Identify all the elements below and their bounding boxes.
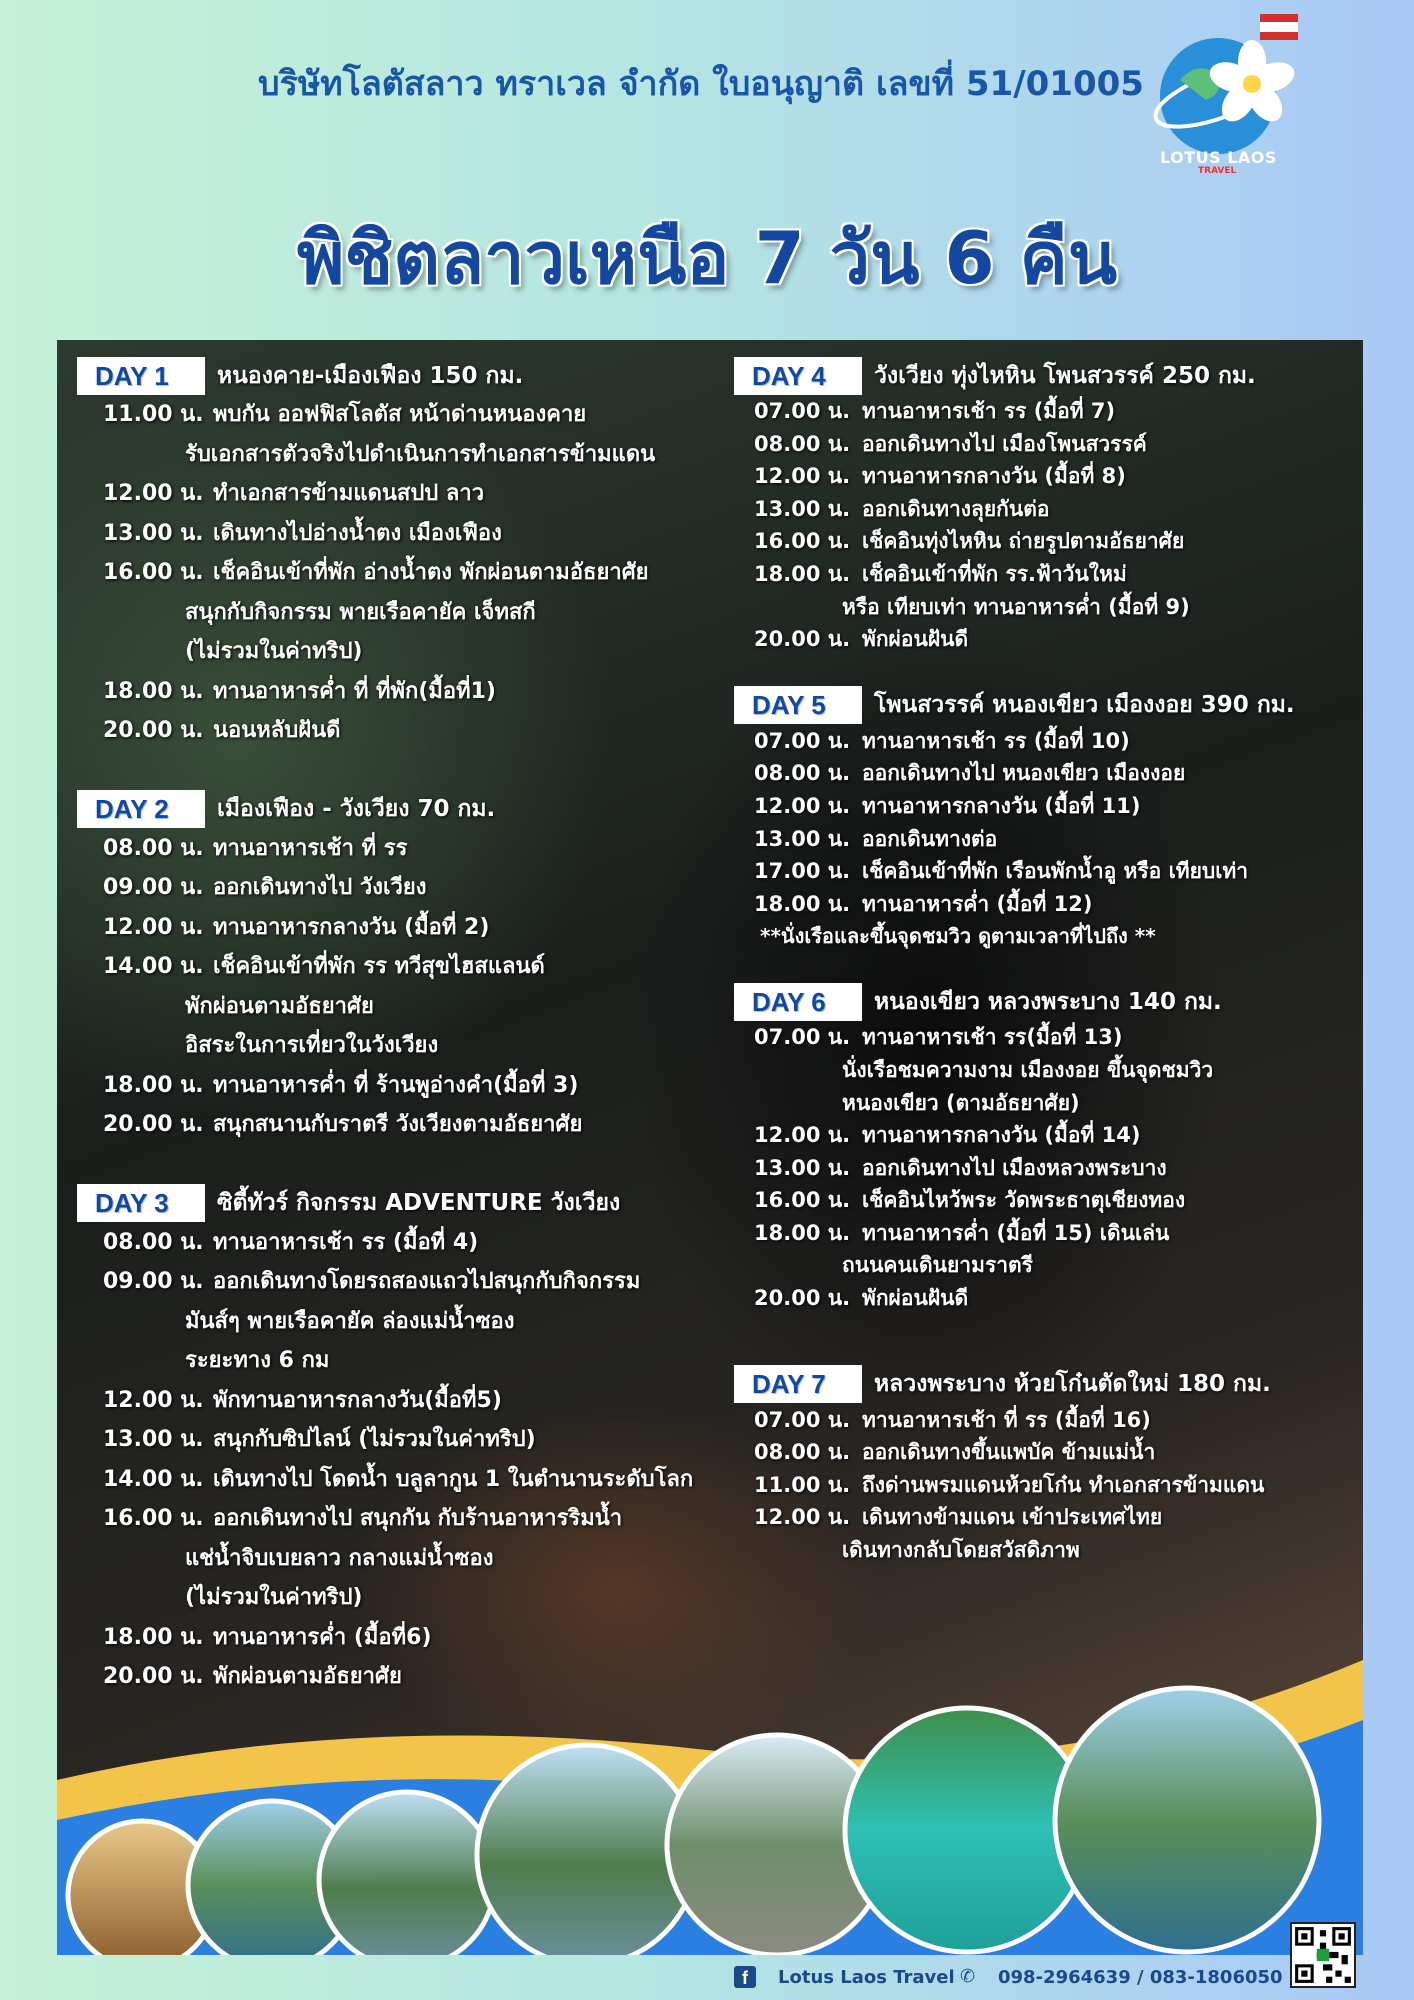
schedule-activity-continued: (ไม่รวมในค่าทริป) [185,1585,363,1610]
schedule-row [77,829,717,869]
schedule-row [734,1119,1354,1152]
schedule-row [734,1184,1354,1217]
photo-riverside-village [1055,1688,1319,1952]
photo-strip [57,1640,1363,1955]
day-route: หนองคาย-เมืองเฟือง 150 กม. [217,362,524,389]
company-header: บริษัทโลตัสลาว ทราเวล จำกัด ใบอนุญาติ เลขที่ 51/01005 [258,64,1144,104]
schedule-activity: ทานอาหารค่ำ (มื้อที่ 12) [862,891,1093,916]
schedule-activity: ออกเดินทางไป วังเวียง [213,875,427,900]
day-section [734,1365,1354,1567]
page-title: พิชิตลาวเหนือ 7 วัน 6 คืน [296,216,1118,300]
day-header [77,1184,717,1223]
schedule-time: 07.00 น. [754,728,851,753]
schedule-row [77,908,717,948]
day-route: วังเวียง ทุ่งไหหิน โพนสวรรค์ 250 กม. [874,362,1256,389]
schedule-row [77,672,717,712]
schedule-time: 08.00 น. [754,1440,851,1465]
schedule-activity: เช็คอินเข้าที่พัก รร ทวีสุขไฮสแลนด์ [213,954,545,979]
schedule-activity: พักทานอาหารกลางวัน(มื้อที่5) [213,1387,502,1413]
schedule-row [734,1021,1354,1054]
schedule-row [77,711,717,751]
schedule-row [734,1282,1354,1315]
day-header [734,982,1354,1021]
qr-code-icon[interactable] [1290,1922,1356,1988]
day-badge: DAY 6 [734,983,862,1021]
day-route: หนองเขียว หลวงพระบาง 140 กม. [874,988,1222,1015]
schedule-row [734,790,1354,823]
schedule-continuation [734,1534,1354,1567]
schedule-activity: ออกเดินทางโดยรถสองแถวไปสนุกกับกิจกรรม [213,1269,641,1294]
schedule-time: 16.00 น. [103,1506,204,1531]
schedule-time: 14.00 น. [103,1466,204,1492]
schedule-activity: ทานอาหารกลางวัน (มื้อที่ 8) [862,464,1126,489]
schedule-continuation [77,1026,717,1066]
schedule-continuation [77,1578,717,1618]
day-section [77,790,717,1145]
schedule-continuation [734,1054,1354,1087]
schedule-activity-continued: ถนนคนเดินยามราตรี [842,1253,1033,1278]
schedule-time: 12.00 น. [103,914,204,940]
schedule-time: 11.00 น. [754,1472,851,1497]
schedule-activity: เดินทางไปอ่างน้ำตง เมืองเฟือง [213,520,502,546]
day-route: หลวงพระบาง ห้วยโก๋นตัดใหม่ 180 กม. [874,1371,1271,1398]
day-header [734,1365,1354,1404]
schedule-activity: พักผ่อนตามอัธยาศัย [213,1664,402,1689]
day-note: **นั่งเรือและขึ้นจุดชมวิว ดูตามเวลาที่ไปถึง ** [760,924,1156,949]
schedule-activity: ออกเดินทางไป เมืองหลวงพระบาง [862,1155,1167,1180]
schedule-row [734,855,1354,888]
schedule-activity-continued: แช่น้ำจิบเบยลาว กลางแม่น้ำซอง [185,1545,494,1571]
schedule-time: 07.00 น. [754,1025,851,1050]
schedule-row [77,1381,717,1421]
schedule-activity: ทานอาหารเช้า รร (มื้อที่ 7) [862,399,1116,423]
schedule-row [734,428,1354,461]
schedule-activity-continued: (ไม่รวมในค่าทริป) [185,639,363,664]
schedule-continuation [77,435,717,475]
schedule-activity-continued: อิสระในการเที่ยวในวังเวียง [185,1033,439,1058]
photo-river-boats [319,1792,495,1955]
day-section [734,686,1354,953]
schedule-row [734,757,1354,790]
schedule-row [734,493,1354,526]
schedule-time: 20.00 น. [103,1664,204,1689]
schedule-row [734,395,1354,428]
schedule-activity: ทำเอกสารข้ามแดนสปป ลาว [213,481,485,506]
photo-blue-lagoon [845,1708,1089,1952]
schedule-time: 18.00 น. [754,561,851,586]
schedule-time: 13.00 น. [754,1155,851,1180]
schedule-time: 18.00 น. [103,1072,204,1098]
logo-text: LOTUS LAOS [1160,148,1277,167]
itinerary-panel [57,340,1363,1955]
day-badge: DAY 5 [734,686,862,724]
schedule-time: 09.00 น. [103,875,204,900]
schedule-activity-continued: นั่งเรือชมความงาม เมืองงอย ขึ้นจุดชมวิว [842,1057,1214,1082]
schedule-time: 07.00 น. [754,399,851,423]
schedule-time: 20.00 น. [103,718,204,743]
schedule-activity-continued: ระยะทาง 6 กม [185,1348,330,1373]
phone-icon: ✆ [960,1966,976,1987]
day-section [734,982,1354,1314]
day-route: เมืองเฟือง - วังเวียง 70 กม. [217,796,496,822]
schedule-activity-continued: สนุกกับกิจกรรม พายเรือคายัค เจ็ทสกี [185,599,536,625]
schedule-activity: พบกัน ออฟฟิสโลตัส หน้าด่านหนองคาย [213,402,587,427]
schedule-time: 14.00 น. [103,954,204,979]
schedule-activity: ออกเดินทางขึ้นแพบัค ข้ามแม่น้ำ [862,1440,1156,1465]
schedule-time: 08.00 น. [103,1229,204,1255]
day-header [734,356,1354,395]
day-section [77,1184,717,1697]
schedule-activity: นอนหลับฝันดี [213,718,341,743]
schedule-row [77,1420,717,1460]
schedule-activity: ออกเดินทางไป สนุกกัน กับร้านอาหารริมน้ำ [213,1506,623,1531]
schedule-time: 18.00 น. [754,1220,851,1245]
schedule-activity: ทานอาหารเช้า ที่ รร [213,835,408,861]
schedule-time: 12.00 น. [754,1123,851,1148]
schedule-time: 13.00 น. [754,826,851,851]
day-section [734,356,1354,656]
day-section [77,356,717,751]
schedule-time: 08.00 น. [754,761,851,786]
schedule-continuation [734,1087,1354,1120]
schedule-continuation [734,1249,1354,1282]
schedule-activity: ถึงด่านพรมแดนห้วยโก๋น ทำเอกสารข้ามแดน [862,1472,1265,1497]
schedule-row [734,1404,1354,1437]
schedule-row [77,474,717,514]
day-badge: DAY 7 [734,1365,862,1403]
schedule-time: 16.00 น. [103,560,204,585]
facebook-icon: f [734,1966,756,1988]
phone-numbers[interactable]: 098-2964639 / 083-1806050 [998,1966,1283,1988]
schedule-activity: เช็คอินเข้าที่พัก อ่างน้ำตง พักผ่อนตามอัธยาศัย [213,560,649,585]
schedule-time: 13.00 น. [754,496,851,521]
day-route: โพนสวรรค์ หนองเขียว เมืองงอย 390 กม. [874,692,1295,719]
schedule-time: 16.00 น. [754,1188,851,1213]
schedule-activity: พักผ่อนฝันดี [862,1286,969,1311]
schedule-row [734,558,1354,591]
schedule-continuation [734,591,1354,624]
schedule-activity: ออกเดินทางไป หนองเขียว เมืองงอย [862,761,1186,786]
schedule-continuation [77,1302,717,1342]
schedule-activity: ทานอาหารค่ำ (มื้อที่ 15) เดินเล่น [862,1220,1170,1245]
schedule-time: 17.00 น. [754,859,851,884]
schedule-row [734,1217,1354,1250]
schedule-activity: เดินทางข้ามแดน เข้าประเทศไทย [862,1505,1163,1530]
schedule-time: 08.00 น. [103,835,204,861]
schedule-activity-continued: เดินทางกลับโดยสวัสดิภาพ [842,1538,1080,1563]
schedule-time: 20.00 น. [754,627,851,652]
schedule-time: 12.00 น. [754,464,851,489]
itinerary-right-column [734,356,1354,1567]
schedule-continuation [77,632,717,672]
schedule-time: 12.00 น. [754,793,851,818]
schedule-time: 18.00 น. [103,1624,204,1650]
schedule-row [734,1152,1354,1185]
facebook-page-name[interactable]: Lotus Laos Travel [778,1966,955,1988]
day-badge: DAY 2 [77,790,205,828]
schedule-activity: ทานอาหารเช้า ที่ รร (มื้อที่ 16) [862,1407,1151,1432]
schedule-activity: ทานอาหารเช้า รร(มื้อที่ 13) [862,1025,1123,1050]
schedule-time: 12.00 น. [754,1505,851,1530]
schedule-row [77,868,717,908]
schedule-row [734,623,1354,656]
schedule-activity-continued: พักผ่อนตามอัธยาศัย [185,993,374,1019]
schedule-continuation [77,1539,717,1579]
schedule-row [77,1460,717,1500]
schedule-row [77,1262,717,1302]
lao-flag-icon [1260,14,1298,40]
schedule-activity: ออกเดินทางลุยกันต่อ [862,496,1050,521]
schedule-activity: ทานอาหารกลางวัน (มื้อที่ 11) [862,793,1141,818]
schedule-row [734,460,1354,493]
schedule-row [77,1499,717,1539]
schedule-time: 12.00 น. [103,481,204,506]
schedule-activity: เช็คอินเข้าที่พัก เรือนพักน้ำอู หรือ เทียบเท่า [862,859,1249,884]
schedule-row [734,725,1354,758]
schedule-activity: ทานอาหารค่ำ (มื้อที่6) [213,1624,432,1650]
day-badge: DAY 4 [734,357,862,395]
schedule-row [77,553,717,593]
day-header [734,686,1354,725]
schedule-activity: ทานอาหารค่ำ ที่ ที่พัก(มื้อที่1) [213,678,496,704]
schedule-row [734,888,1354,921]
schedule-row [77,395,717,435]
schedule-continuation [77,987,717,1027]
schedule-time: 08.00 น. [754,431,851,456]
schedule-time: 12.00 น. [103,1387,204,1413]
schedule-activity-continued: รับเอกสารตัวจริงไปดำเนินการทำเอกสารข้ามแดน [185,441,656,467]
schedule-time: 07.00 น. [754,1407,851,1432]
schedule-activity: เดินทางไป โดดน้ำ บลูลากูน 1 ในตำนานระดับโลก [213,1466,694,1492]
schedule-activity: ทานอาหารกลางวัน (มื้อที่ 14) [862,1123,1141,1148]
schedule-activity: ทานอาหารค่ำ ที่ ร้านพูอ่างคำ(มื้อที่ 3) [213,1072,579,1098]
schedule-activity: ออกเดินทางไป เมืองโพนสวรรค์ [862,431,1147,456]
schedule-activity: เช็คอินไหว้พระ วัดพระธาตุเชียงทอง [862,1188,1186,1213]
schedule-time: 13.00 น. [103,1427,204,1452]
schedule-activity-continued: หรือ เทียบเท่า ทานอาหารค่ำ (มื้อที่ 9) [842,594,1190,619]
schedule-activity: เช็คอินทุ่งไหหิน ถ่ายรูปตามอัธยาศัย [862,529,1185,554]
schedule-activity: พักผ่อนฝันดี [862,627,969,652]
schedule-time: 09.00 น. [103,1269,204,1294]
schedule-row [77,947,717,987]
day-header [77,356,717,395]
schedule-row [77,1066,717,1106]
day-route: ซิตี้ทัวร์ กิจกรรม ADVENTURE วังเวียง [217,1190,621,1216]
schedule-row [77,1223,717,1263]
schedule-activity: สนุกสนานกับราตรี วังเวียงตามอัธยาศัย [213,1112,583,1137]
schedule-time: 11.00 น. [103,402,204,427]
schedule-activity: สนุกกับซิปไลน์ (ไม่รวมในค่าทริป) [213,1427,536,1452]
schedule-continuation [77,1341,717,1381]
schedule-activity: ออกเดินทางต่อ [862,826,998,851]
schedule-row [734,525,1354,558]
schedule-activity-continued: มันส์ๆ พายเรือคายัค ล่องแม่น้ำซอง [185,1308,515,1334]
schedule-activity-continued: หนองเขียว (ตามอัธยาศัย) [842,1090,1080,1115]
logo-subtext: TRAVEL [1198,166,1237,176]
schedule-activity: ทานอาหารกลางวัน (มื้อที่ 2) [213,914,490,940]
schedule-continuation [77,593,717,633]
schedule-time: 18.00 น. [754,891,851,916]
itinerary-left-column [77,356,717,1697]
photo-mountain-river [477,1745,697,1955]
schedule-row [734,823,1354,856]
schedule-row [77,1105,717,1145]
schedule-row [734,1469,1354,1502]
day-badge: DAY 3 [77,1184,205,1222]
schedule-time: 13.00 น. [103,520,204,546]
schedule-row [77,514,717,554]
schedule-time: 20.00 น. [754,1286,851,1311]
schedule-activity: ทานอาหารเช้า รร (มื้อที่ 4) [213,1229,479,1255]
day-header [77,790,717,829]
schedule-row [734,1501,1354,1534]
schedule-row [734,1436,1354,1469]
schedule-time: 16.00 น. [754,529,851,554]
schedule-time: 20.00 น. [103,1112,204,1137]
schedule-activity: ทานอาหารเช้า รร (มื้อที่ 10) [862,728,1130,753]
schedule-activity: เช็คอินเข้าที่พัก รร.ฟ้าวันใหม่ [862,561,1127,586]
schedule-time: 18.00 น. [103,678,204,704]
day-badge: DAY 1 [77,357,205,395]
